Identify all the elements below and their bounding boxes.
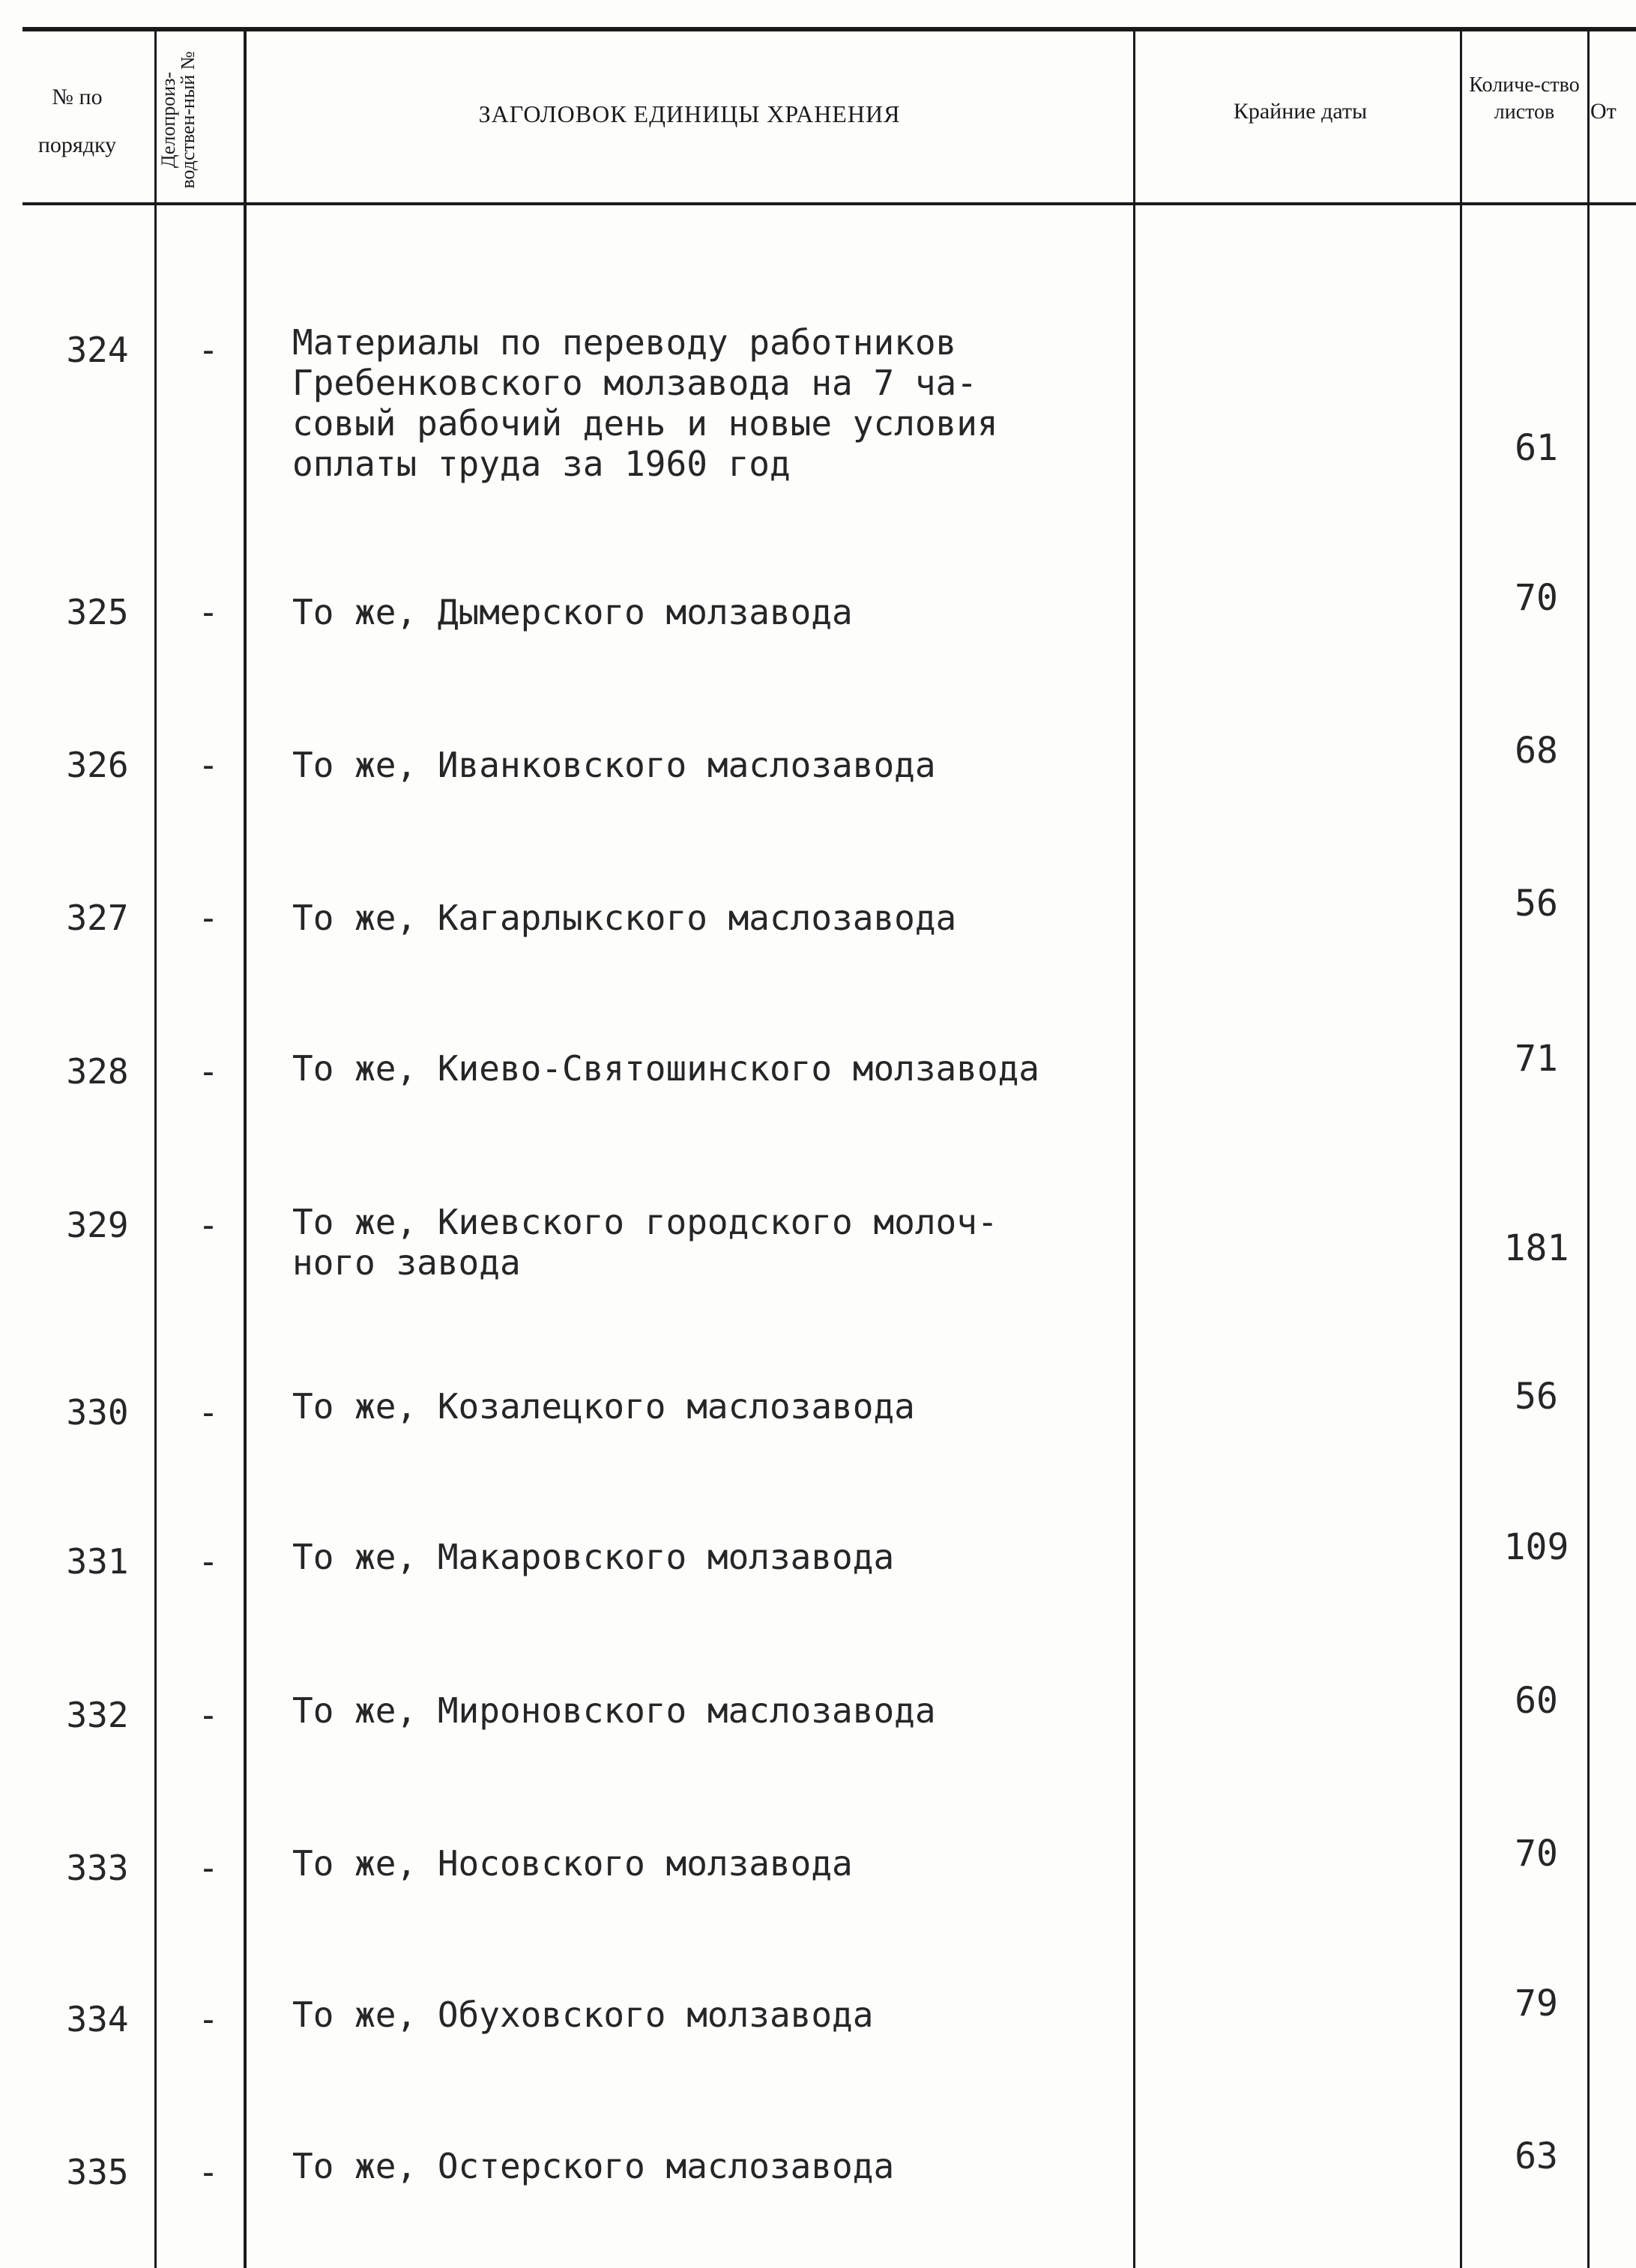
row-sheet-count: 70 (1515, 1833, 1558, 1875)
row-sheet-count: 71 (1515, 1038, 1558, 1080)
row-title: То же, Иванковского маслозавода (292, 745, 936, 785)
row-number: 335 (66, 2152, 129, 2192)
row-delo: - (198, 1848, 219, 1888)
row-number: 331 (66, 1541, 129, 1582)
row-delo: - (198, 1999, 219, 2039)
row-sheet-count: 56 (1515, 1376, 1558, 1418)
row-title: То же, Киево-Святошинского молзавода (292, 1048, 1039, 1089)
row-number: 325 (66, 592, 129, 632)
row-sheet-count: 68 (1515, 730, 1558, 772)
row-number: 333 (66, 1848, 129, 1888)
row-sheet-count: 109 (1503, 1526, 1569, 1568)
row-delo: - (198, 1695, 219, 1735)
row-title: То же, Обуховского молзавода (292, 1995, 874, 2035)
header-cut-column: От (1590, 99, 1617, 124)
row-number: 330 (66, 1392, 129, 1433)
row-number: 332 (66, 1695, 129, 1735)
row-title: То же, Кагарлыкского маслозавода (292, 898, 957, 938)
col-divider-dates (1460, 30, 1462, 2268)
header-number: № по порядку (37, 85, 117, 157)
header-dates: Крайние даты (1233, 99, 1368, 124)
row-delo: - (198, 1051, 219, 1092)
row-delo: - (198, 1541, 219, 1582)
row-number: 328 (66, 1051, 129, 1092)
col-divider-title (1133, 30, 1135, 2268)
top-border (22, 27, 1636, 31)
row-sheet-count: 61 (1515, 427, 1558, 469)
row-number: 326 (66, 745, 129, 785)
header-bottom-border (22, 202, 1636, 205)
row-title: То же, Козалецкого маслозавода (292, 1386, 915, 1427)
row-sheet-count: 60 (1515, 1680, 1558, 1722)
row-title: То же, Дымерского молзавода (292, 592, 853, 632)
row-sheet-count: 56 (1515, 883, 1558, 925)
row-number: 327 (66, 898, 129, 938)
row-delo: - (198, 745, 219, 785)
header-title: ЗАГОЛОВОК ЕДИНИЦЫ ХРАНЕНИЯ (478, 100, 901, 127)
row-title: То же, Носовского молзавода (292, 1843, 853, 1884)
row-delo: - (198, 898, 219, 938)
row-title: То же, Киевского городского молоч- ного завода (292, 1202, 998, 1283)
row-sheet-count: 63 (1515, 2135, 1558, 2177)
header-delo-number: Делопроиз-водствен-ный № (157, 51, 199, 189)
row-number: 324 (66, 330, 129, 370)
row-delo: - (198, 330, 219, 370)
row-delo: - (198, 592, 219, 632)
row-sheet-count: 181 (1503, 1227, 1569, 1269)
row-delo: - (198, 1392, 219, 1433)
row-number: 329 (66, 1205, 129, 1245)
row-title: То же, Мироновского маслозавода (292, 1690, 936, 1731)
row-title: То же, Макаровского молзавода (292, 1537, 895, 1577)
row-delo: - (198, 2152, 219, 2192)
row-title: Материалы по переводу работников Гребенковского молзавода на 7 ча- совый рабочий день и новые условия оплаты труда за 1960 год (292, 322, 998, 484)
row-delo: - (198, 1205, 219, 1245)
row-sheet-count: 79 (1515, 1983, 1558, 2024)
row-title: То же, Остерского маслозавода (292, 2146, 895, 2186)
row-sheet-count: 70 (1515, 577, 1558, 619)
row-number: 334 (66, 1999, 129, 2039)
col-divider-count (1587, 30, 1590, 2268)
header-sheet-count: Количе-ство листов (1469, 73, 1580, 124)
col-divider-delo (244, 30, 247, 2268)
